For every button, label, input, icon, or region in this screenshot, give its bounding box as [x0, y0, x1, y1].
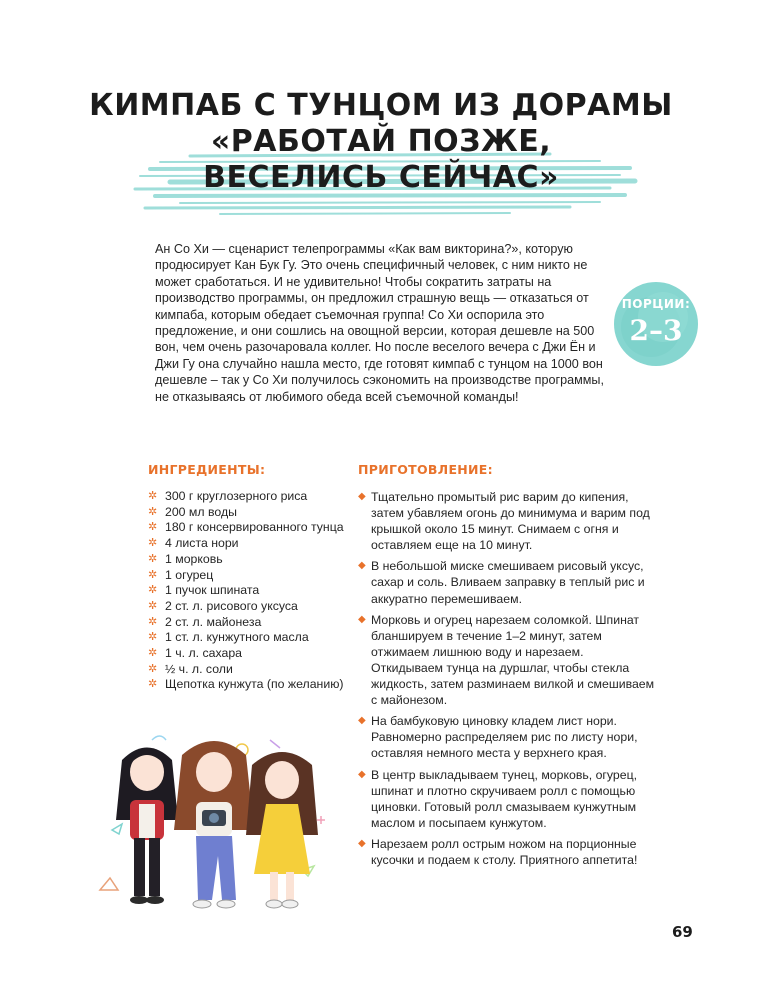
ingredient-item: ✲ 180 г консервированного тунца — [148, 520, 344, 535]
intro-paragraph — [155, 241, 605, 405]
title-line-3: ВЕСЕЛИСЬ СЕЙЧАС» — [203, 160, 559, 195]
sun-icon: ✲ — [148, 537, 158, 550]
page-number: 69 — [672, 923, 693, 941]
diamond-icon: ◆ — [358, 715, 366, 727]
diamond-icon: ◆ — [358, 837, 366, 849]
sun-icon: ✲ — [148, 662, 158, 675]
ingredients-heading: ИНГРЕДИЕНТЫ: — [148, 462, 266, 477]
ingredient-item: ✲ 4 листа нори — [148, 536, 239, 551]
ingredient-item: ✲ 1 морковь — [148, 551, 223, 566]
ingredients-list — [148, 489, 348, 693]
preparation-steps — [358, 489, 658, 873]
title-line-1: КИМПАБ С ТУНЦОМ ИЗ ДОРАМЫ — [89, 88, 673, 123]
sun-icon: ✲ — [148, 584, 158, 597]
ingredient-item: ✲ 200 мл воды — [148, 504, 237, 519]
diamond-icon: ◆ — [358, 560, 366, 572]
ingredient-item: ✲ 2 ст. л. рисового уксуса — [148, 598, 298, 613]
sun-icon: ✲ — [148, 490, 158, 502]
step-item: ◆ Нарезаем ролл острым ножом на порционные кусочки и подаем к столу. Приятного аппетита! — [358, 836, 638, 867]
diamond-icon: ◆ — [358, 768, 366, 780]
sun-icon: ✲ — [148, 678, 158, 691]
ingredient-item: ✲ ½ ч. л. соли — [148, 661, 233, 676]
intro-text: Ан Со Хи — сценарист телепрограммы «Как вам викторина?», которую продюсирует Кан Бук Гу. Это очень специфичный человек, с ним никто не может сработаться. И не удивительно! Чтобы сократить затраты на производство программы, он предложил страшную вещь — отказаться от кимпаба, которым обедает съемочная группа! Со Хи оспорила это предложение, и они сошлись на овощной версии, которая дешевле на 500 вон, чем очень разочаровала коллег. Но после веселого вечера с Джи Ён и Джи Гу она случайно нашла место, где готовят кимпаб с тунцом на 1000 вон дешевле – так у Со Хи получилось сэкономить на производстве программы, не отказываясь от любимого обеда всей съемочной команды! — [155, 242, 604, 404]
title-line-2: «РАБОТАЙ ПОЗЖЕ, — [210, 124, 552, 159]
ingredient-item: ✲ Щепотка кунжута (по желанию) — [148, 677, 344, 692]
ingredient-item: ✲ 1 ч. л. сахара — [148, 646, 243, 661]
sun-icon: ✲ — [148, 521, 158, 534]
sun-icon: ✲ — [148, 552, 158, 565]
step-item: ◆ Тщательно промытый рис варим до кипения, затем убавляем огонь до минимума и варим под крышкой около 15 минут. Снимаем с огня и оставляем еще на 10 минут. — [358, 490, 650, 553]
sun-icon: ✲ — [148, 568, 158, 581]
sun-icon: ✲ — [148, 631, 158, 644]
ingredient-item: ✲ 2 ст. л. майонеза — [148, 614, 262, 629]
sun-icon: ✲ — [148, 505, 158, 518]
sun-icon: ✲ — [148, 647, 158, 660]
diamond-icon: ◆ — [358, 613, 366, 625]
girl-left-icon — [116, 748, 178, 905]
ingredient-item: ✲ 300 г круглозерного риса — [148, 489, 308, 503]
step-item: ◆ Морковь и огурец нарезаем соломкой. Шпинат бланшируем в течение 1–2 минут, затем отжимаем лишнюю воду и нарезаем. Откидываем тунца на дуршлаг, чтобы стекла жидкость, затем разминаем вилкой и смешиваем с майонезом. — [358, 612, 655, 708]
step-item: ◆ В центр выкладываем тунец, морковь, огурец, шпинат и плотно скручиваем ролл с помощью циновки. Готовый ролл смазываем кунжутным маслом и посыпаем кунжутом. — [358, 767, 638, 830]
sun-icon: ✲ — [148, 599, 158, 612]
ingredient-item: ✲ 1 пучок шпината — [148, 583, 260, 598]
servings-value: 2–3 — [629, 314, 683, 347]
preparation-heading: ПРИГОТОВЛЕНИЕ: — [358, 462, 493, 477]
diamond-icon: ◆ — [358, 491, 366, 502]
servings-label: ПОРЦИИ: — [621, 297, 691, 311]
step-item: ◆ На бамбуковую циновку кладем лист нори. Равномерно распределяем рис по листу нори, оставляя немного места у верхнего края. — [358, 714, 638, 761]
girl-middle-icon — [174, 741, 254, 908]
ingredient-item: ✲ 1 ст. л. кунжутного масла — [148, 630, 309, 645]
recipe-title — [0, 88, 762, 196]
ingredient-item: ✲ 1 огурец — [148, 567, 214, 582]
sun-icon: ✲ — [148, 615, 158, 628]
characters-illustration — [92, 720, 332, 920]
girl-right-icon — [246, 752, 318, 908]
step-item: ◆ В небольшой миске смешиваем рисовый уксус, сахар и соль. Вливаем заправку в теплый рис и аккуратно перемешиваем. — [358, 559, 645, 606]
